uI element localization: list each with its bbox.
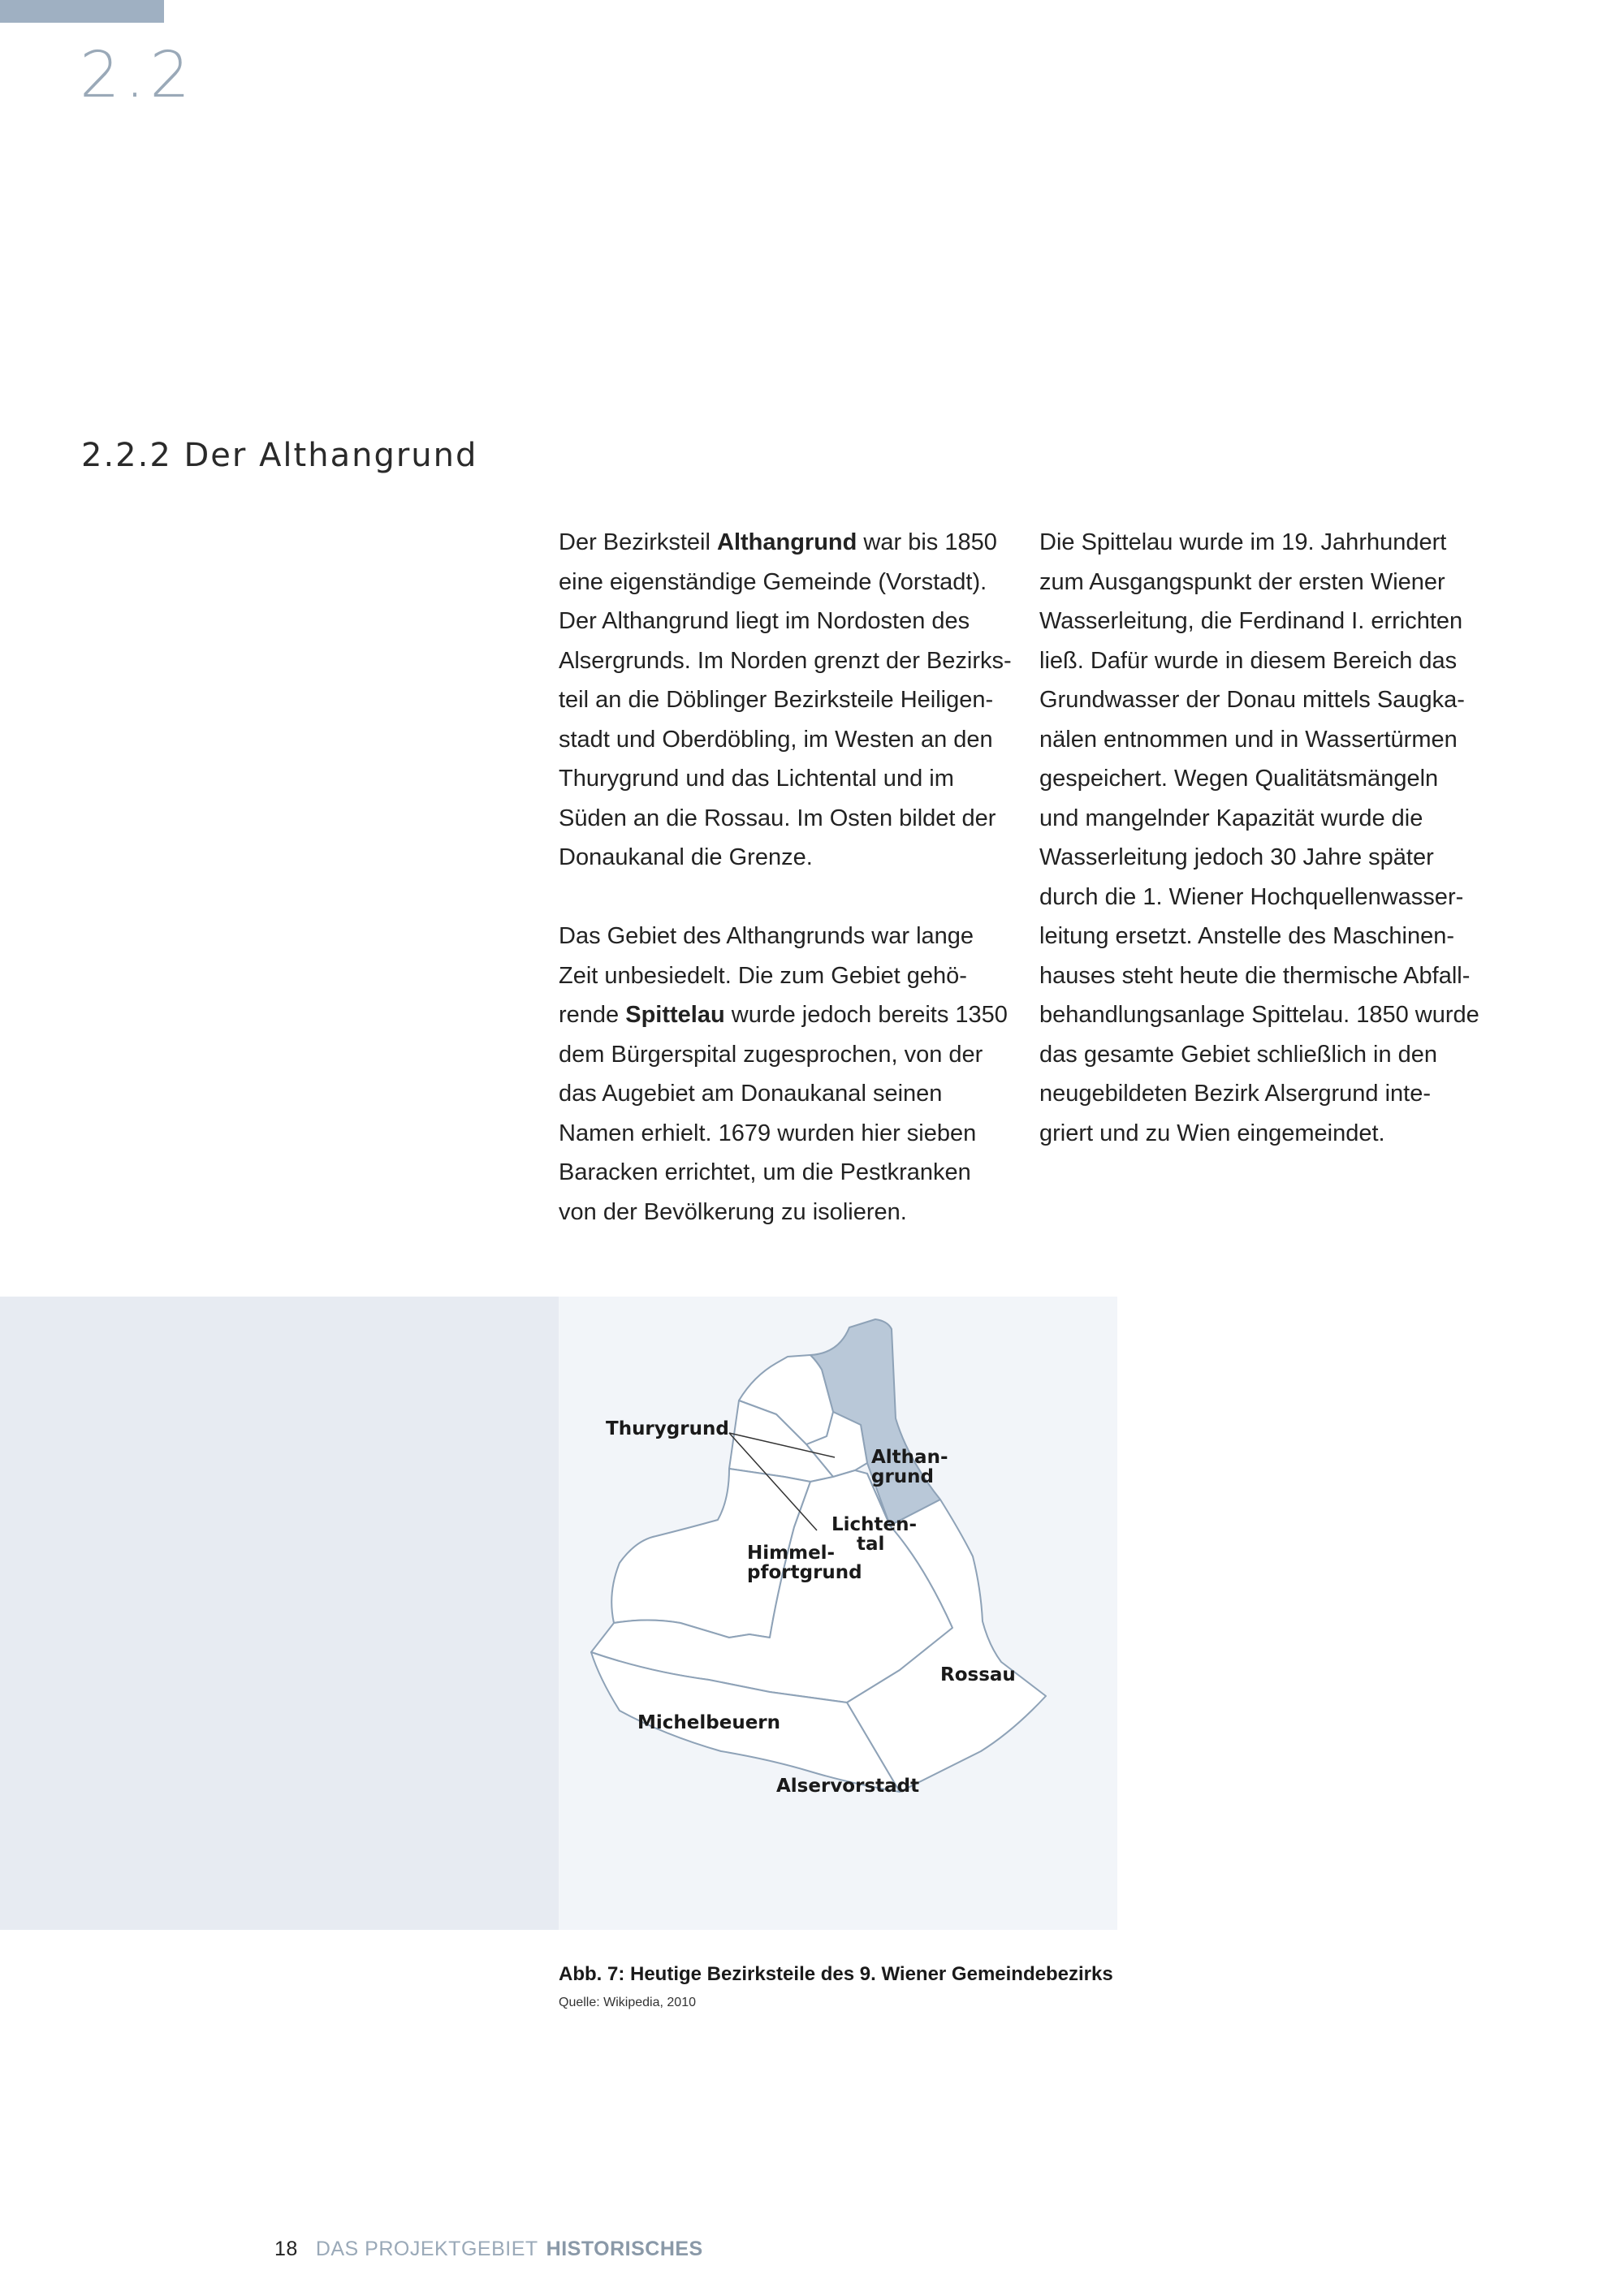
figure-caption: Abb. 7: Heutige Bezirksteile des 9. Wiener Gemeindebezirks [559,1963,1113,1985]
footer-subchapter: HISTORISCHES [546,2238,703,2260]
footer-chapter: DAS PROJEKTGEBIET [315,2238,538,2260]
district-map [559,1297,1117,1930]
text-column-1 [559,523,1038,1232]
figure-side-panel [0,1297,559,1930]
label-michelbeuern: Michelbeuern [637,1712,781,1733]
page-number: 18 [274,2238,298,2260]
figure-source: Quelle: Wikipedia, 2010 [559,1996,696,2009]
label-lichtental-2: tal [857,1534,885,1555]
top-accent-bar [0,0,164,23]
label-rossau: Rossau [940,1664,1016,1685]
label-althangrund-2: grund [871,1466,935,1487]
label-thurygrund: Thurygrund [606,1418,729,1439]
subsection-title: 2.2.2 Der Althangrund [81,437,478,474]
label-lichtental-1: Lichten- [831,1514,918,1535]
text-column-2 [1039,523,1518,1153]
section-number: 2.2 [80,39,196,112]
label-althangrund-1: Althan- [871,1447,948,1468]
paragraph-3: Die Spittelau wurde im 19. Jahrhundert zum Ausgangspunkt der ersten Wiener Wasserleitung, die Ferdinand I. errichten ließ. Dafür wurde in diesem Bereich das Grundwasser der Donau mittels Saugka- nälen entnommen und in Wassertürmen gespeichert. Wegen Qualitätsmängeln und mangelnder Kapazität wurde die Wasserleitung jedoch 30 Jahre später durch die 1. Wiener Hochquellenwasser- leitung ersetzt. Anstelle des Maschinen- hauses steht heute die thermische Abfall- behandlungsanlage Spittelau. 1850 wurde das gesamte Gebiet schließlich in den neugebildeten Bezirk Alsergrund inte- griert und zu Wien eingemeindet. [1039,529,1479,1146]
label-himmelpfortgrund-2: pfortgrund [747,1562,862,1583]
label-himmelpfortgrund-1: Himmel- [747,1543,836,1564]
page-footer [274,2238,703,2261]
paragraph-1: Der Bezirksteil Althangrund war bis 1850 eine eigenständige Gemeinde (Vorstadt). Der Althangrund liegt im Nordosten des Alsergrunds. Im Norden grenzt der Bezirks- teil an die Döblinger Bezirksteile Heiligen- stadt und Oberdöbling, im Westen an den Thurygrund und das Lichtental und im Süden an die Rossau. Im Osten bildet der Donaukanal die Grenze. [559,529,1012,870]
label-alservorstadt: Alservorstadt [776,1776,920,1797]
paragraph-2: Das Gebiet des Althangrunds war lange Zeit unbesiedelt. Die zum Gebiet gehö- rende Spittelau wurde jedoch bereits 1350 dem Bürgerspital zugesprochen, von der das Augebiet am Donaukanal seinen Namen erhielt. 1679 wurden hier sieben Baracken errichtet, um die Pestkranken von der Bevölkerung zu isolieren. [559,923,1008,1225]
